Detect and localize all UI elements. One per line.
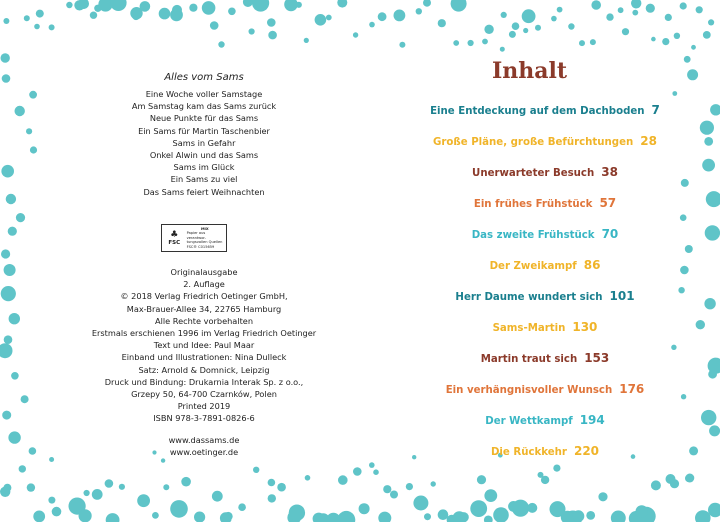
imprint-line: 2. Auflage bbox=[183, 279, 225, 290]
series-book-list bbox=[0, 88, 408, 198]
decorative-dot bbox=[622, 28, 629, 35]
imprint-line: ISBN 978-3-7891-0826-6 bbox=[153, 413, 255, 424]
fsc-line1: Papier aus verantwor- bbox=[186, 231, 206, 240]
imprint-line: © 2018 Verlag Friedrich Oetinger GmbH, bbox=[120, 291, 288, 302]
toc-entry-page: 101 bbox=[609, 289, 635, 303]
toc-entry-title: Unerwarteter Besuch bbox=[472, 168, 595, 179]
toc-entry bbox=[410, 437, 680, 468]
decorative-dot bbox=[416, 8, 422, 14]
decorative-dot bbox=[509, 31, 516, 38]
imprint-line: Erstmals erschienen 1996 im Verlag Friedrich Oetinger bbox=[91, 327, 317, 338]
decorative-dot bbox=[522, 9, 536, 23]
decorative-dot bbox=[573, 510, 585, 522]
imprint-line: Grzepy 50, 64-700 Czarnków, Polen bbox=[131, 388, 277, 399]
toc-entry-title: Der Zweikampf bbox=[489, 261, 577, 272]
decorative-dot bbox=[390, 491, 398, 499]
decorative-dot bbox=[359, 503, 370, 514]
series-book: Neue Punkte für das Sams bbox=[149, 113, 259, 124]
decorative-dot bbox=[708, 19, 714, 25]
imprint-line: Einband und Illustrationen: Nina Dulleck bbox=[121, 352, 287, 363]
toc-entry bbox=[410, 282, 680, 313]
series-book: Am Samstag kam das Sams zurück bbox=[131, 101, 277, 112]
imprint-line: Alle Rechte vorbehalten bbox=[154, 315, 254, 326]
decorative-dot bbox=[484, 489, 497, 502]
decorative-dot bbox=[551, 16, 557, 22]
series-book: Eine Woche voller Samstage bbox=[145, 89, 263, 99]
decorative-dot bbox=[618, 7, 624, 13]
decorative-dot bbox=[484, 25, 493, 34]
decorative-dot bbox=[512, 500, 529, 517]
toc-entry-title: Sams-Martin bbox=[492, 323, 566, 334]
decorative-dot bbox=[704, 137, 713, 146]
toc-entry-page: 153 bbox=[584, 351, 610, 365]
decorative-dot bbox=[373, 469, 379, 475]
decorative-dot bbox=[527, 503, 537, 513]
toc-entry-page: 7 bbox=[651, 103, 660, 117]
decorative-dot bbox=[696, 6, 703, 13]
decorative-dot bbox=[468, 40, 474, 46]
decorative-dot bbox=[535, 25, 541, 31]
decorative-dot bbox=[651, 37, 656, 42]
toc-entry-page: 194 bbox=[579, 413, 605, 427]
toc-entry-title: Ein verhängnisvoller Wunsch bbox=[445, 385, 613, 396]
fsc-logo bbox=[165, 227, 184, 249]
decorative-dot bbox=[646, 4, 655, 13]
imprint-line: Druck und Bindung: Drukarnia Interak Sp. z o.o., bbox=[104, 376, 304, 387]
decorative-dot bbox=[631, 0, 641, 8]
decorative-dot bbox=[424, 513, 431, 520]
toc-entry bbox=[410, 344, 680, 375]
website-link: www.dassams.de bbox=[168, 435, 240, 445]
decorative-dot bbox=[665, 14, 672, 21]
decorative-dot bbox=[477, 475, 486, 484]
fsc-label bbox=[161, 224, 227, 252]
toc-entry bbox=[410, 189, 680, 220]
fsc-logo-text: FSC bbox=[168, 239, 181, 246]
series-title: Alles vom Sams bbox=[164, 72, 244, 83]
toc-entry bbox=[410, 220, 680, 251]
imprint-line: Max-Brauer-Allee 34, 22765 Hamburg bbox=[126, 303, 282, 314]
website-list bbox=[0, 434, 408, 458]
decorative-dot bbox=[470, 500, 487, 517]
decorative-dot bbox=[701, 410, 716, 425]
decorative-dot bbox=[651, 480, 661, 490]
toc-entry-title: Der Wettkampf bbox=[485, 416, 573, 427]
toc-entry-title: Ein frühes Frühstück bbox=[473, 199, 593, 210]
decorative-dot bbox=[708, 370, 717, 379]
decorative-dot bbox=[431, 481, 436, 486]
series-book: Onkel Alwin und das Sams bbox=[149, 149, 259, 160]
table-of-contents bbox=[410, 96, 680, 468]
decorative-dot bbox=[710, 104, 720, 115]
decorative-dot bbox=[687, 69, 698, 80]
toc-entry bbox=[410, 158, 680, 189]
fsc-text bbox=[187, 227, 223, 250]
toc-entry bbox=[410, 313, 680, 344]
series-book: Sams in Gefahr bbox=[172, 137, 236, 148]
series-book: Sams im Glück bbox=[173, 162, 235, 173]
decorative-dot bbox=[399, 42, 405, 48]
toc-entry-title: Eine Entdeckung auf dem Dachboden bbox=[430, 106, 645, 117]
decorative-dot bbox=[413, 496, 428, 511]
decorative-dot bbox=[611, 511, 626, 522]
decorative-dot bbox=[635, 505, 648, 518]
decorative-dot bbox=[684, 56, 691, 63]
decorative-dot bbox=[632, 10, 638, 16]
fsc-mix: MIX bbox=[200, 226, 209, 231]
decorative-dot bbox=[705, 225, 720, 240]
decorative-dot bbox=[680, 2, 687, 9]
decorative-dot bbox=[598, 492, 607, 501]
decorative-dot bbox=[438, 509, 449, 520]
imprint-line: Printed 2019 bbox=[177, 401, 231, 412]
website-link: www.oetinger.de bbox=[169, 447, 239, 458]
decorative-dot bbox=[674, 33, 680, 39]
decorative-dot bbox=[394, 10, 406, 22]
decorative-dot bbox=[685, 474, 694, 483]
toc-title: Inhalt bbox=[492, 58, 568, 84]
decorative-dot bbox=[453, 40, 459, 46]
decorative-dot bbox=[709, 425, 720, 436]
decorative-dot bbox=[369, 462, 375, 468]
toc-entry-page: 176 bbox=[619, 382, 645, 396]
decorative-dot bbox=[369, 22, 375, 28]
decorative-dot bbox=[702, 159, 715, 172]
toc-entry-page: 70 bbox=[601, 227, 619, 241]
toc-entry bbox=[410, 127, 680, 158]
decorative-dot bbox=[557, 7, 563, 13]
toc-entry bbox=[410, 251, 680, 282]
toc-entry-page: 220 bbox=[573, 444, 600, 458]
decorative-dot bbox=[451, 0, 467, 12]
series-book: Das Sams feiert Weihnachten bbox=[143, 186, 265, 197]
decorative-dot bbox=[586, 511, 595, 520]
decorative-dot bbox=[681, 179, 689, 187]
decorative-dot bbox=[691, 45, 696, 50]
decorative-dot bbox=[680, 266, 689, 275]
decorative-dot bbox=[383, 485, 391, 493]
imprint-line: Originalausgabe bbox=[170, 267, 238, 277]
imprint bbox=[0, 266, 408, 424]
decorative-dot bbox=[523, 28, 528, 33]
decorative-dot bbox=[482, 39, 488, 45]
decorative-dot bbox=[606, 13, 613, 20]
decorative-dot bbox=[685, 245, 693, 253]
decorative-dot bbox=[591, 0, 601, 10]
toc-entry-page: 38 bbox=[601, 165, 618, 179]
toc-entry-title: Große Pläne, große Befürchtungen bbox=[433, 137, 634, 148]
series-book: Ein Sams für Martin Taschenbier bbox=[138, 125, 270, 136]
decorative-dot bbox=[484, 516, 493, 522]
decorative-dot bbox=[406, 483, 413, 490]
decorative-dot bbox=[696, 320, 705, 329]
decorative-dot bbox=[681, 394, 686, 399]
decorative-dot bbox=[695, 510, 711, 522]
decorative-dot bbox=[670, 479, 679, 488]
decorative-dot bbox=[579, 40, 585, 46]
decorative-dot bbox=[378, 12, 387, 21]
decorative-dot bbox=[512, 22, 520, 30]
toc-entry-page: 130 bbox=[572, 320, 598, 334]
decorative-dot bbox=[703, 31, 711, 39]
toc-entry-page: 86 bbox=[583, 258, 601, 272]
decorative-dot bbox=[423, 0, 431, 7]
decorative-dot bbox=[680, 214, 687, 221]
series-book: Ein Sams zu viel bbox=[170, 174, 238, 185]
decorative-dot bbox=[662, 38, 669, 45]
imprint-line: Satz: Arnold & Domnick, Leipzig bbox=[138, 364, 270, 375]
fsc-line2: tungsvollen Quellen bbox=[186, 240, 223, 245]
toc-entry-page: 57 bbox=[599, 196, 617, 210]
toc-entry-title: Die Rückkehr bbox=[490, 447, 567, 458]
decorative-dot bbox=[590, 39, 596, 45]
toc-entry-title: Herr Daume wundert sich bbox=[455, 292, 603, 303]
decorative-dot bbox=[501, 12, 507, 18]
decorative-dot bbox=[541, 476, 549, 484]
toc-entry-page: 28 bbox=[640, 134, 657, 148]
toc-entry bbox=[410, 406, 680, 437]
decorative-dot bbox=[438, 19, 446, 27]
decorative-dot bbox=[689, 446, 698, 455]
decorative-dot bbox=[704, 298, 715, 309]
toc-entry-title: Das zweite Frühstück bbox=[471, 230, 595, 241]
toc-entry bbox=[410, 375, 680, 406]
decorative-dot bbox=[568, 23, 574, 29]
decorative-dot bbox=[493, 507, 509, 522]
toc-entry bbox=[410, 96, 680, 127]
tree-icon: ♣ bbox=[170, 229, 179, 240]
fsc-code: FSC® C015659 bbox=[186, 244, 215, 249]
imprint-line: Text und Idee: Paul Maar bbox=[153, 340, 255, 351]
decorative-dot bbox=[500, 47, 505, 52]
decorative-dot bbox=[700, 121, 714, 135]
toc-entry-title: Martin traut sich bbox=[480, 354, 578, 365]
decorative-dot bbox=[706, 191, 720, 207]
decorative-dot bbox=[378, 512, 391, 522]
